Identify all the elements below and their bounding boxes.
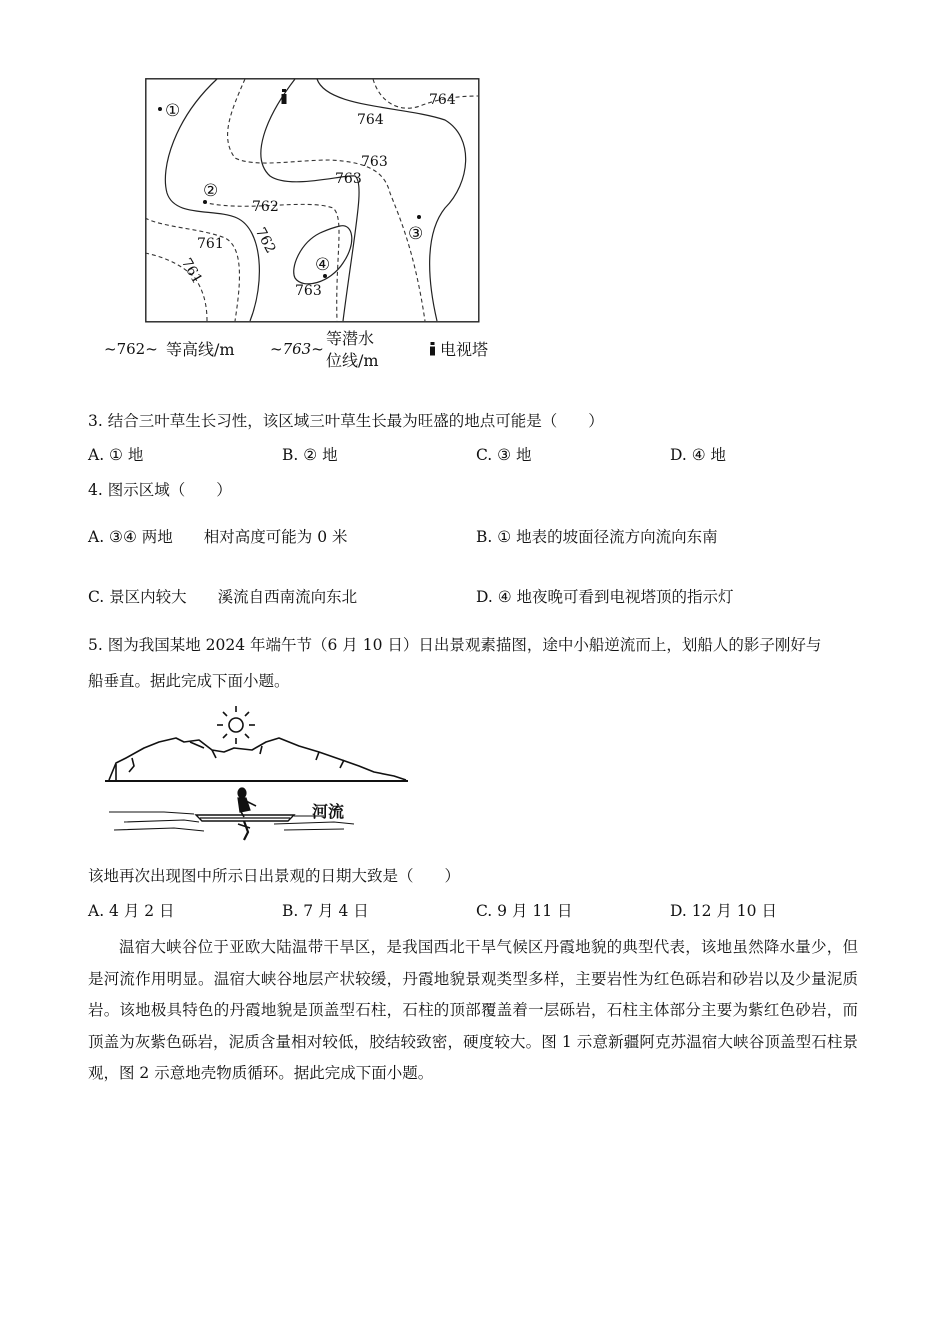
point-1-label: ① (165, 101, 181, 121)
legend-water-sample: ~763~ (270, 340, 324, 358)
label-763-loop: 763 (295, 283, 322, 299)
label-763-dashed: 763 (361, 154, 388, 170)
q5-option-a: A. 4 月 2 日 (88, 902, 175, 920)
point-2-label: ② (203, 181, 219, 201)
sunrise-sketch (104, 700, 414, 850)
q5-intro-line-1: 5. 图为我国某地 2024 年端午节（6 月 10 日）日出景观素描图，途中小船逆流而上，划船人的影子刚好与 (88, 636, 822, 654)
label-761-upper: 761 (197, 236, 224, 252)
q4-option-c: C. 景区内较大 溪流自西南流向东北 (88, 588, 358, 606)
q3-option-b: B. ② 地 (282, 446, 338, 464)
water-line-top (373, 79, 479, 108)
legend-water-label-1: 等潜水 (326, 329, 375, 348)
point-4-label: ④ (315, 255, 331, 275)
label-764-solid: 764 (357, 112, 384, 128)
mountain-ridge (105, 738, 408, 781)
tv-tower-icon (282, 89, 287, 104)
q3-option-a: A. ① 地 (88, 446, 144, 464)
label-761-lower: 761 (177, 255, 206, 287)
q4-option-b: B. ① 地表的坡面径流方向流向东南 (476, 528, 718, 546)
point-3-label: ③ (408, 224, 424, 244)
q4-stem: 4. 图示区域（ ） (88, 481, 232, 499)
legend-water-label-2: 位线/m (326, 351, 379, 370)
point-1-dot (158, 107, 162, 111)
q5-option-b: B. 7 月 4 日 (282, 902, 369, 920)
legend-contour-label: 等高线/m (166, 340, 235, 359)
label-762-dashed: 762 (252, 199, 279, 215)
contour-map (145, 78, 480, 323)
map-legend (104, 326, 524, 372)
label-763-solid: 763 (335, 171, 362, 187)
q5-option-c: C. 9 月 11 日 (476, 902, 573, 920)
q5-option-d: D. 12 月 10 日 (670, 902, 777, 920)
point-3-dot (417, 215, 421, 219)
label-764-dashed: 764 (429, 92, 456, 108)
contour-line-right (317, 79, 466, 321)
q5-intro-line-2: 船垂直。据此完成下面小题。 (88, 672, 290, 690)
legend-tv-tower-icon (430, 341, 435, 354)
q4-option-d: D. ④ 地夜晚可看到电视塔顶的指示灯 (476, 588, 734, 606)
q3-option-c: C. ③ 地 (476, 446, 532, 464)
q5-stem: 该地再次出现图中所示日出景观的日期大致是（ ） (88, 867, 461, 885)
legend-contour-sample: ~762~ (104, 340, 158, 358)
label-762-solid: 762 (251, 225, 279, 257)
q3-stem: 3. 结合三叶草生长习性，该区域三叶草生长最为旺盛的地点可能是（ ） (88, 412, 604, 430)
water-line-761-lower (145, 253, 207, 321)
q4-option-a: A. ③④ 两地 相对高度可能为 0 米 (88, 528, 348, 546)
boat-icon (196, 788, 294, 840)
q3-option-d: D. ④ 地 (670, 446, 727, 464)
passage-paragraph: 温宿大峡谷位于亚欧大陆温带干旱区，是我国西北干旱气候区丹霞地貌的典型代表，该地虽然降水量少，但是河流作用明显。温宿大峡谷地层产状较缓，丹霞地貌景观类型多样，主要岩性为红色砾岩和砂岩以及少量泥质岩。该地极具特色的丹霞地貌是顶盖型石柱，石柱的顶部覆盖着一层砾岩，石柱主体部分主要为紫红色砂岩，而顶盖为灰紫色砾岩，泥质含量相对较低，胶结较致密，硬度较大。图 1 示意新疆阿克苏温宿大峡谷顶盖型石柱景观，图 2 示意地壳物质循环。据此完成下面小题。 (88, 938, 858, 1082)
legend-tower-label: 电视塔 (440, 340, 489, 359)
river-label: 河流 (312, 802, 345, 821)
sun-icon (217, 706, 255, 744)
